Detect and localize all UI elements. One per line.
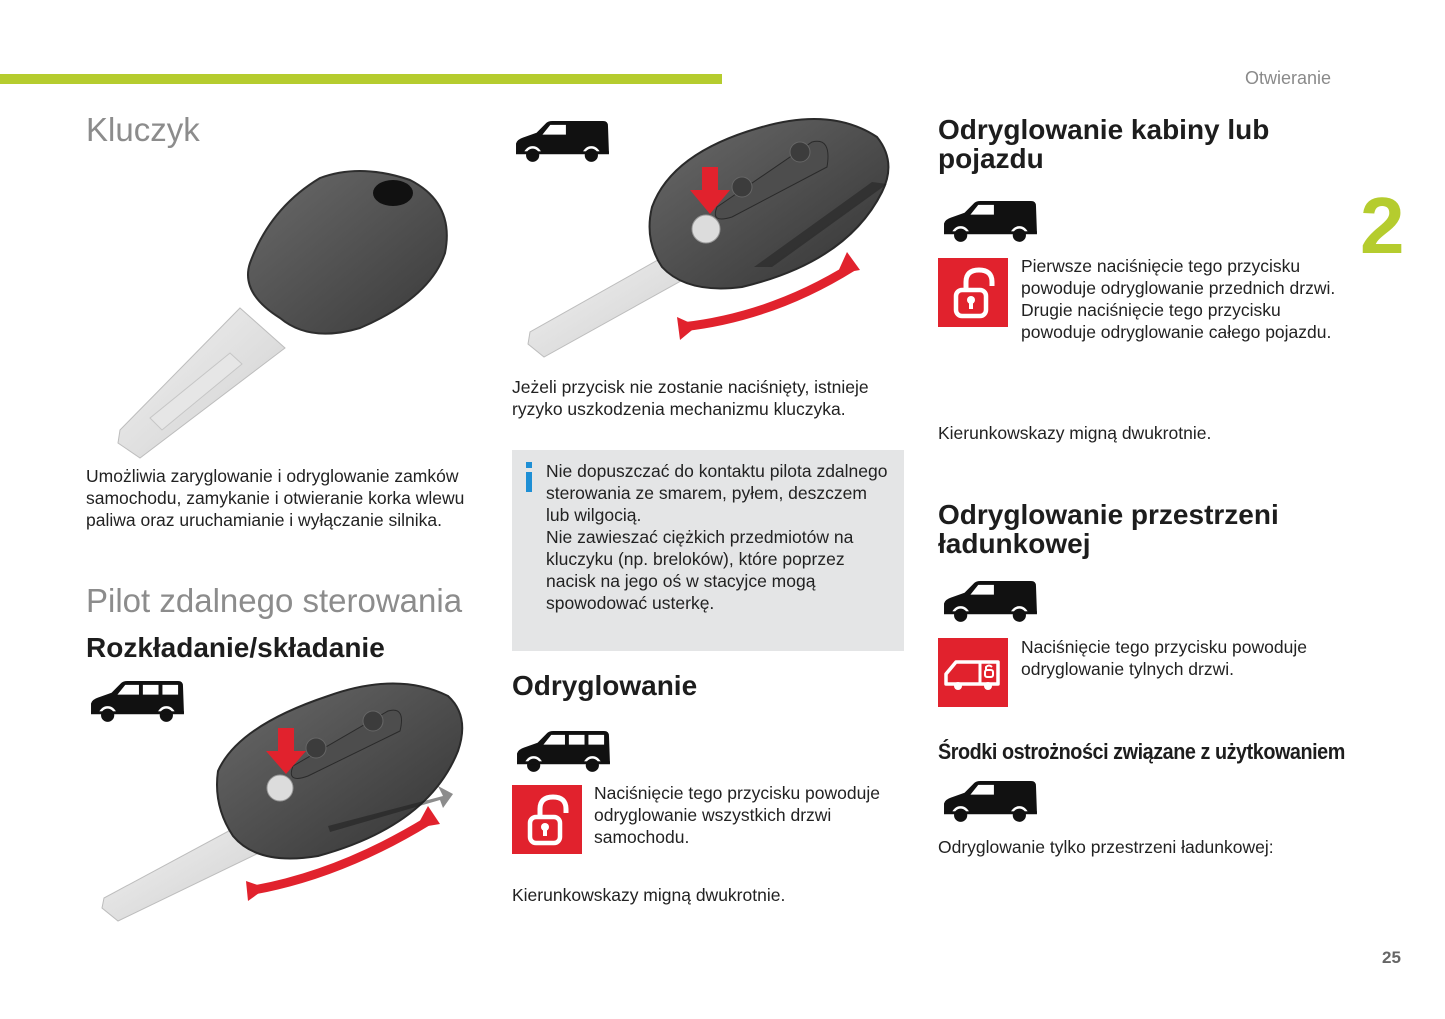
- cargo-button-icon: [938, 638, 1008, 707]
- remote-unfold-illustration: [522, 112, 892, 362]
- info-icon: [524, 462, 534, 492]
- fold-warning: Jeżeli przycisk nie zostanie naciśnięty, istnieje ryzyko uszkodzenia mechanizmu kluczyka.: [512, 377, 869, 419]
- cargo-heading: Odryglowanie przestrzeni ładunkowej: [938, 499, 1279, 560]
- car-icon: [513, 730, 613, 775]
- unlock-text: Naciśnięcie tego przycisku powoduje odryglowanie wszystkich drzwi samochodu.: [594, 783, 880, 847]
- remote-fold-illustration: [98, 676, 468, 924]
- section-label: Otwieranie: [1244, 68, 1331, 88]
- precaution-heading: Środki ostrożności związane z użytkowaniem: [938, 739, 1345, 764]
- precaution-text: Odryglowanie tylko przestrzeni ładunkowej:: [938, 837, 1274, 857]
- key-description: Umożliwia zaryglowanie i odryglowanie zamków samochodu, zamykanie i otwieranie korka wlewu paliwa oraz uruchamianie i wyłączanie silnika.: [86, 466, 465, 530]
- fold-heading: Rozkładanie/składanie: [86, 632, 385, 663]
- cab-blink: Kierunkowskazy migną dwukrotnie.: [938, 423, 1212, 443]
- unlock-blink: Kierunkowskazy migną dwukrotnie.: [512, 885, 786, 905]
- info-text: Nie dopuszczać do kontaktu pilota zdalnego sterowania ze smarem, pyłem, deszczem lub wilgocią. Nie zawieszać ciężkich przedmiotów na kluczyku (np. breloków), które poprzez nacisk na jego oś w stacyjce mogą spowodować usterkę.: [546, 461, 888, 613]
- unlock-button-icon: [938, 258, 1008, 327]
- remote-title: Pilot zdalnego sterowania: [86, 582, 463, 619]
- unlock-heading: Odryglowanie: [512, 670, 698, 701]
- cab-heading: Odryglowanie kabiny lub pojazdu: [938, 114, 1270, 175]
- cargo-text: Naciśnięcie tego przycisku powoduje odryglowanie tylnych drzwi.: [1021, 637, 1307, 679]
- unlock-button-icon: [512, 785, 582, 854]
- van-icon: [940, 780, 1040, 825]
- accent-bar: [0, 74, 722, 84]
- key-title: Kluczyk: [86, 111, 200, 148]
- page-number: 25: [1382, 948, 1401, 967]
- van-icon: [940, 200, 1040, 245]
- key-illustration: [110, 168, 460, 463]
- van-icon: [940, 580, 1040, 625]
- chapter-number: 2: [1360, 181, 1405, 270]
- cab-text: Pierwsze naciśnięcie tego przycisku powoduje odryglowanie przednich drzwi. Drugie naciśnięcie tego przycisku powoduje odryglowanie całego pojazdu.: [1021, 256, 1336, 342]
